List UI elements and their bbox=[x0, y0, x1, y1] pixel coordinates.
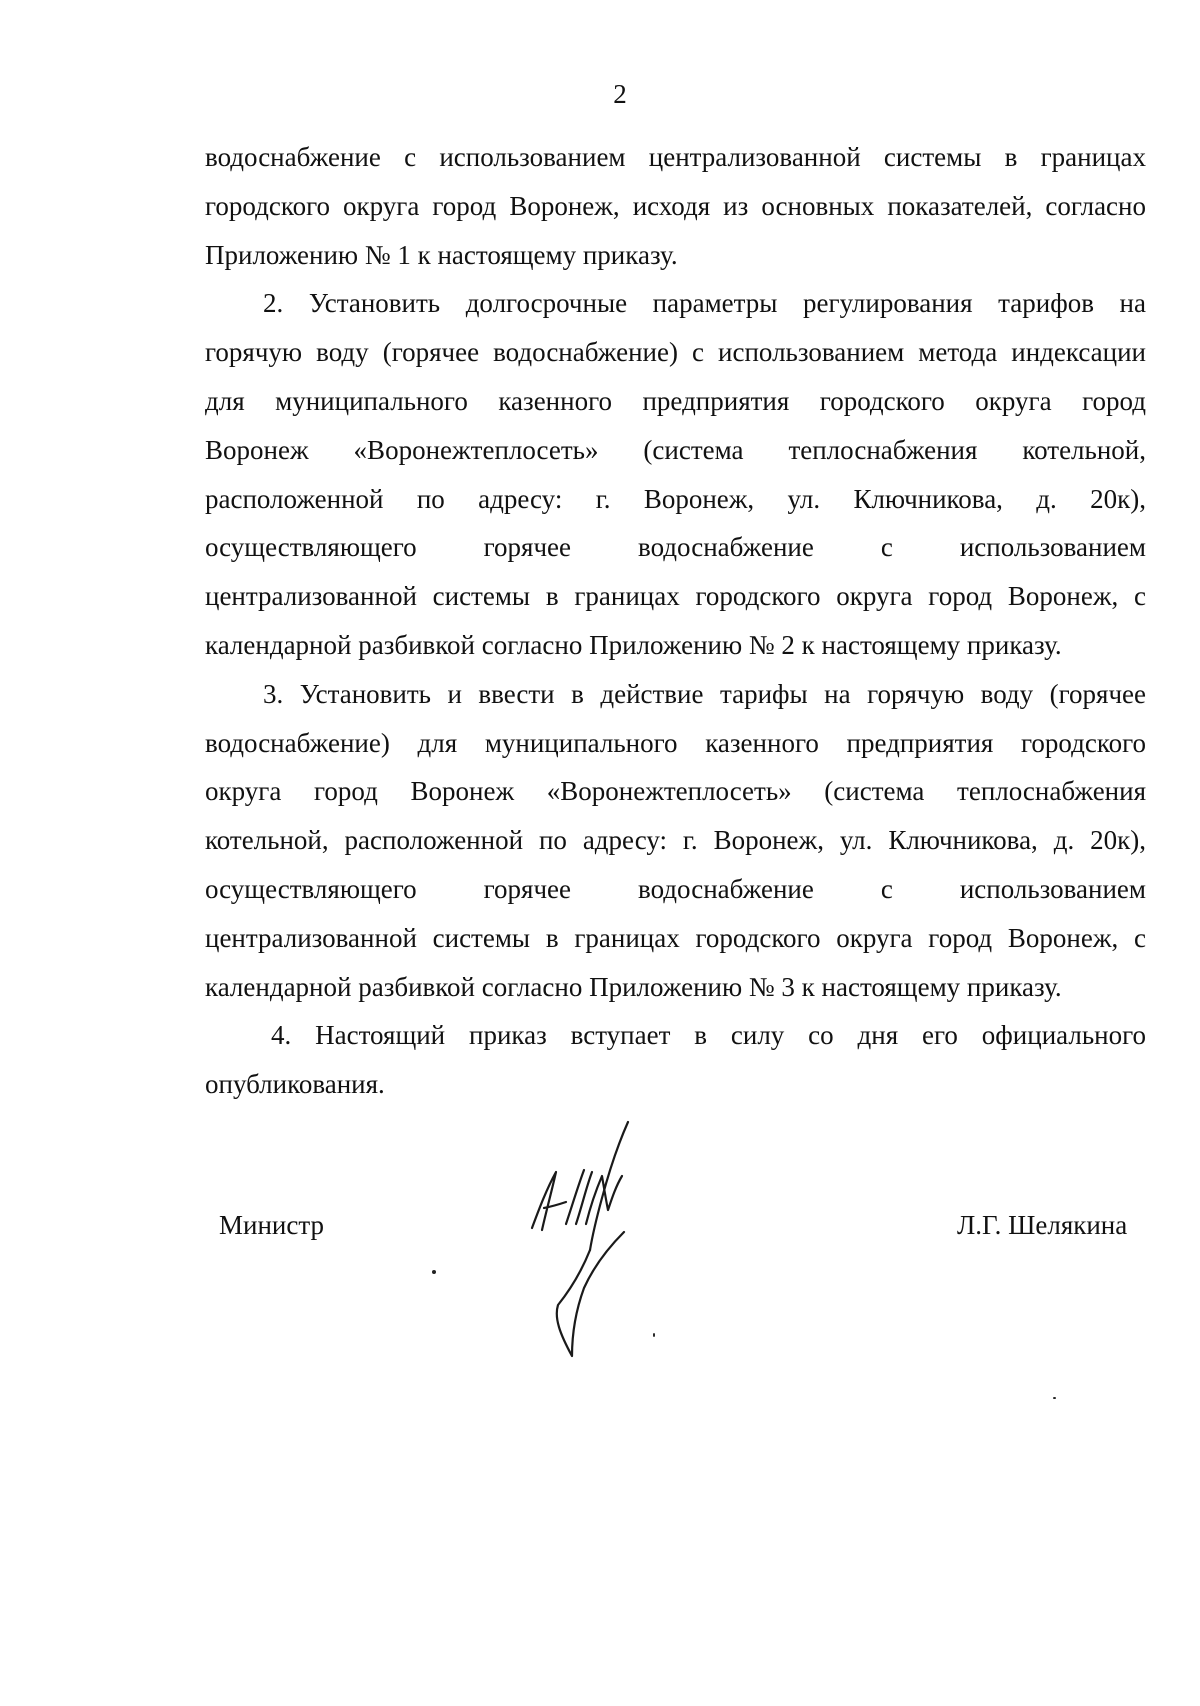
signer-name: Л.Г. Шелякина bbox=[957, 1210, 1128, 1240]
text-line: централизованной системы в границах городского округа город Воронеж, с bbox=[205, 581, 1146, 612]
document-body bbox=[205, 133, 1146, 1109]
scan-speck bbox=[653, 1333, 655, 1337]
text-line: расположенной по адресу: г. Воронеж, ул. Ключникова, д. 20к), bbox=[205, 483, 1146, 514]
paragraph-3 bbox=[205, 670, 1146, 1012]
text-line: для муниципального казенного предприятия городского округа город bbox=[205, 385, 1146, 416]
text-line: Приложению № 1 к настоящему приказу. bbox=[205, 239, 678, 270]
text-line: опубликования. bbox=[205, 1069, 385, 1100]
text-line: осуществляющего горячее водоснабжение с использованием bbox=[205, 532, 1146, 563]
text-line: 3. Установить и ввести в действие тарифы на горячую воду (горячее bbox=[263, 678, 1146, 709]
text-line: городского округа город Воронеж, исходя из основных показателей, согласно bbox=[205, 190, 1146, 221]
text-line: водоснабжение с использованием централизованной системы в границах bbox=[205, 142, 1146, 172]
paragraph-4 bbox=[205, 1011, 1146, 1109]
text-line: календарной разбивкой согласно Приложению № 3 к настоящему приказу. bbox=[205, 971, 1062, 1002]
text-line: осуществляющего горячее водоснабжение с использованием bbox=[205, 873, 1146, 904]
text-line: котельной, расположенной по адресу: г. Воронеж, ул. Ключникова, д. 20к), bbox=[205, 825, 1146, 856]
text-line: горячую воду (горячее водоснабжение) с использованием метода индексации bbox=[205, 337, 1146, 368]
text-line: Воронеж «Воронежтеплосеть» (система теплоснабжения котельной, bbox=[205, 434, 1146, 465]
position-title: Министр bbox=[219, 1210, 324, 1240]
text-line: календарной разбивкой согласно Приложению № 2 к настоящему приказу. bbox=[205, 629, 1062, 660]
text-line: централизованной системы в границах городского округа город Воронеж, с bbox=[205, 922, 1146, 953]
text-line: 2. Установить долгосрочные параметры регулирования тарифов на bbox=[263, 288, 1146, 319]
scan-speck bbox=[432, 1270, 436, 1274]
paragraph-2 bbox=[205, 279, 1146, 669]
handwritten-signature bbox=[520, 1120, 680, 1360]
page-number: 2 bbox=[613, 79, 627, 109]
text-line: округа город Воронеж «Воронежтеплосеть» (система теплоснабжения bbox=[205, 776, 1146, 807]
text-line: 4. Настоящий приказ вступает в силу со дня его официального bbox=[271, 1020, 1146, 1051]
paragraph-1 bbox=[205, 133, 1146, 279]
scan-speck bbox=[1053, 1397, 1056, 1399]
text-line: водоснабжение) для муниципального казенного предприятия городского bbox=[205, 727, 1146, 758]
